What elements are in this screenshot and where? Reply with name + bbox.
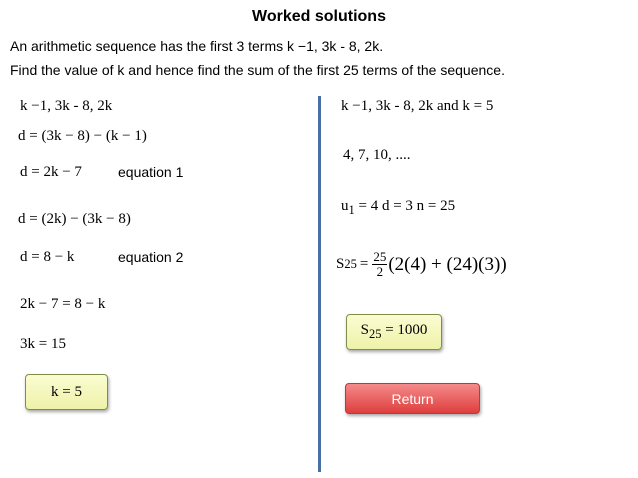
return-button[interactable]: Return: [345, 383, 480, 414]
sum-bracket-expression: (2(4) + (24)(3)): [388, 253, 507, 275]
fraction-denominator: 2: [376, 264, 384, 280]
d-definition-1: d = (3k − 8) − (k − 1): [18, 128, 147, 144]
page-title: Worked solutions: [252, 8, 386, 25]
u-symbol: u: [341, 198, 349, 214]
k-answer: k = 5: [51, 383, 82, 400]
parameters-line: [341, 198, 455, 218]
fraction-numerator: 25: [373, 249, 387, 264]
equation-2-label: equation 2: [118, 249, 184, 265]
sum-answer-box: [346, 314, 442, 350]
sum-answer-value: = 1000: [381, 322, 428, 338]
right-terms: k −1, 3k - 8, 2k and k = 5: [341, 98, 494, 114]
sum-answer: [361, 322, 428, 342]
column-divider: [318, 96, 321, 472]
equate-step: 2k − 7 = 8 − k: [20, 296, 106, 312]
equals-sign: =: [359, 256, 369, 273]
d-definition-2: d = (2k) − (3k − 8): [18, 211, 131, 227]
sum-answer-subscript: 25: [368, 327, 382, 341]
sequence-terms: 4, 7, 10, ....: [343, 147, 411, 163]
s-subscript: 25: [344, 257, 357, 272]
d-equation-1: d = 2k − 7: [20, 164, 82, 180]
u-subscript: 1: [348, 203, 355, 217]
sum-formula: [336, 250, 507, 280]
sum-answer-symbol: S: [360, 322, 369, 338]
solve-step: 3k = 15: [20, 336, 66, 352]
question-line-2: Find the value of k and hence find the sum of the first 25 terms of the sequence.: [10, 62, 505, 78]
parameters-values: = 4 d = 3 n = 25: [354, 198, 456, 214]
s-symbol: S: [336, 256, 345, 273]
k-answer-box: [25, 374, 108, 410]
question-line-1: An arithmetic sequence has the first 3 terms k −1, 3k - 8, 2k.: [10, 38, 384, 54]
equation-1-label: equation 1: [118, 164, 184, 180]
n-over-2-fraction: [372, 250, 387, 280]
d-equation-2: d = 8 − k: [20, 249, 75, 265]
left-terms: k −1, 3k - 8, 2k: [20, 98, 113, 114]
